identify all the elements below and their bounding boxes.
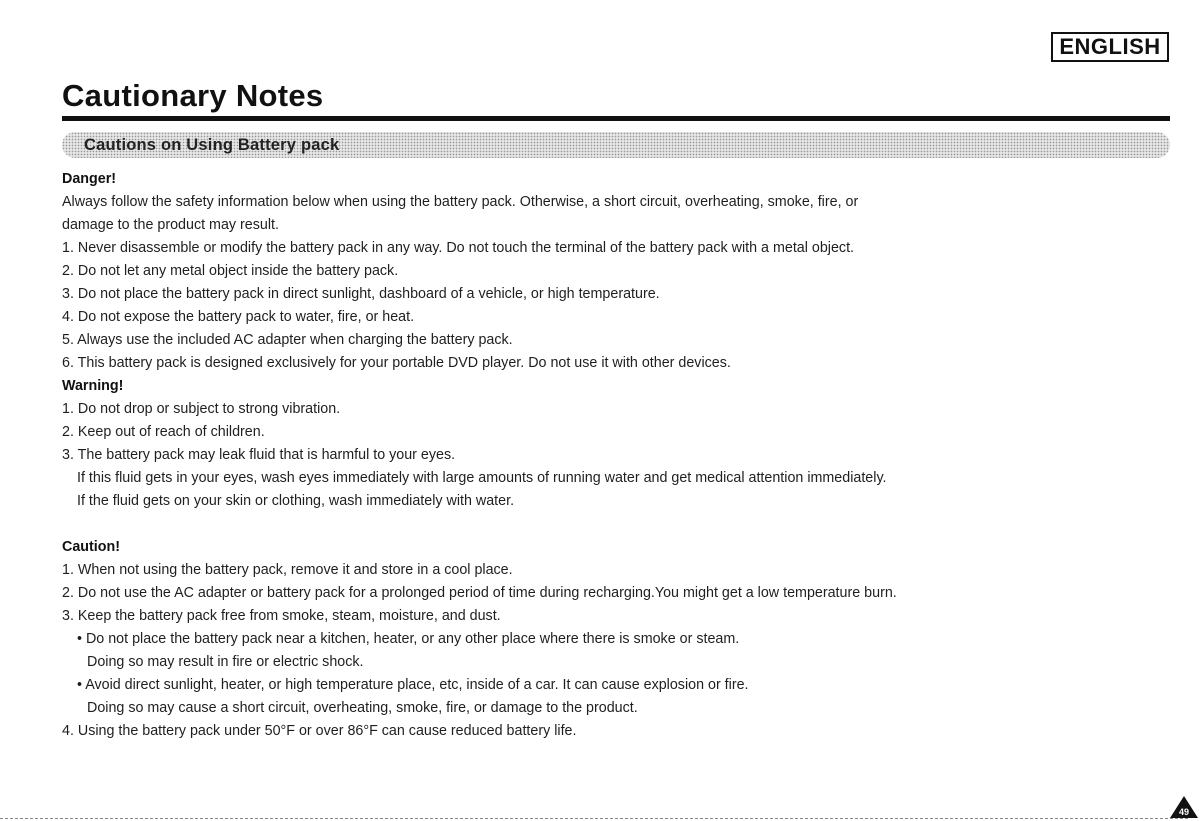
footer-divider bbox=[0, 818, 1188, 819]
danger-item-3: 3. Do not place the battery pack in direct sunlight, dashboard of a vehicle, or high temperature. bbox=[62, 286, 660, 302]
page-number: 49 bbox=[1178, 807, 1190, 817]
warning-subline-2: If the fluid gets on your skin or clothing, wash immediately with water. bbox=[77, 493, 515, 509]
section-header-band bbox=[62, 132, 1170, 158]
danger-item-1: 1. Never disassemble or modify the battery pack in any way. Do not touch the terminal of the battery pack with a metal object. bbox=[62, 240, 855, 256]
warning-item-3: 3. The battery pack may leak fluid that is harmful to your eyes. bbox=[62, 447, 456, 463]
title-divider bbox=[62, 116, 1170, 121]
danger-item-5: 5. Always use the included AC adapter when charging the battery pack. bbox=[62, 332, 513, 348]
danger-intro-line-2: damage to the product may result. bbox=[62, 217, 279, 233]
warning-heading: Warning! bbox=[62, 378, 124, 394]
cautions-content bbox=[62, 168, 1162, 743]
language-badge: ENGLISH bbox=[1051, 32, 1169, 62]
danger-item-6: 6. This battery pack is designed exclusively for your portable DVD player. Do not use it with other devices. bbox=[62, 355, 731, 371]
page-title: Cautionary Notes bbox=[62, 78, 324, 113]
caution-bullet-1-continuation: Doing so may result in fire or electric shock. bbox=[87, 654, 364, 670]
caution-bullet-2-continuation: Doing so may cause a short circuit, overheating, smoke, fire, or damage to the product. bbox=[87, 700, 638, 716]
danger-item-2: 2. Do not let any metal object inside the battery pack. bbox=[62, 263, 399, 279]
caution-item-2: 2. Do not use the AC adapter or battery pack for a prolonged period of time during recharging.You might get a low temperature burn. bbox=[62, 585, 897, 601]
caution-item-3: 3. Keep the battery pack free from smoke, steam, moisture, and dust. bbox=[62, 608, 501, 624]
caution-bullet-1: • Do not place the battery pack near a kitchen, heater, or any other place where there is smoke or steam. bbox=[77, 631, 740, 647]
caution-item-4: 4. Using the battery pack under 50°F or over 86°F can cause reduced battery life. bbox=[62, 723, 577, 739]
section-title: Cautions on Using Battery pack bbox=[84, 135, 340, 154]
caution-item-1: 1. When not using the battery pack, remove it and store in a cool place. bbox=[62, 562, 513, 578]
caution-bullet-2: • Avoid direct sunlight, heater, or high temperature place, etc, inside of a car. It can cause explosion or fire. bbox=[77, 677, 749, 693]
section-spacer bbox=[62, 513, 1162, 536]
caution-heading: Caution! bbox=[62, 539, 120, 555]
page-number-triangle-icon bbox=[1170, 796, 1198, 818]
danger-item-4: 4. Do not expose the battery pack to water, fire, or heat. bbox=[62, 309, 415, 325]
danger-intro-line-1: Always follow the safety information below when using the battery pack. Otherwise, a short circuit, overheating, smoke, fire, or bbox=[62, 194, 859, 210]
warning-subline-1: If this fluid gets in your eyes, wash eyes immediately with large amounts of running water and get medical attention immediately. bbox=[77, 470, 887, 486]
warning-item-2: 2. Keep out of reach of children. bbox=[62, 424, 265, 440]
danger-heading: Danger! bbox=[62, 171, 117, 187]
warning-item-1: 1. Do not drop or subject to strong vibration. bbox=[62, 401, 341, 417]
